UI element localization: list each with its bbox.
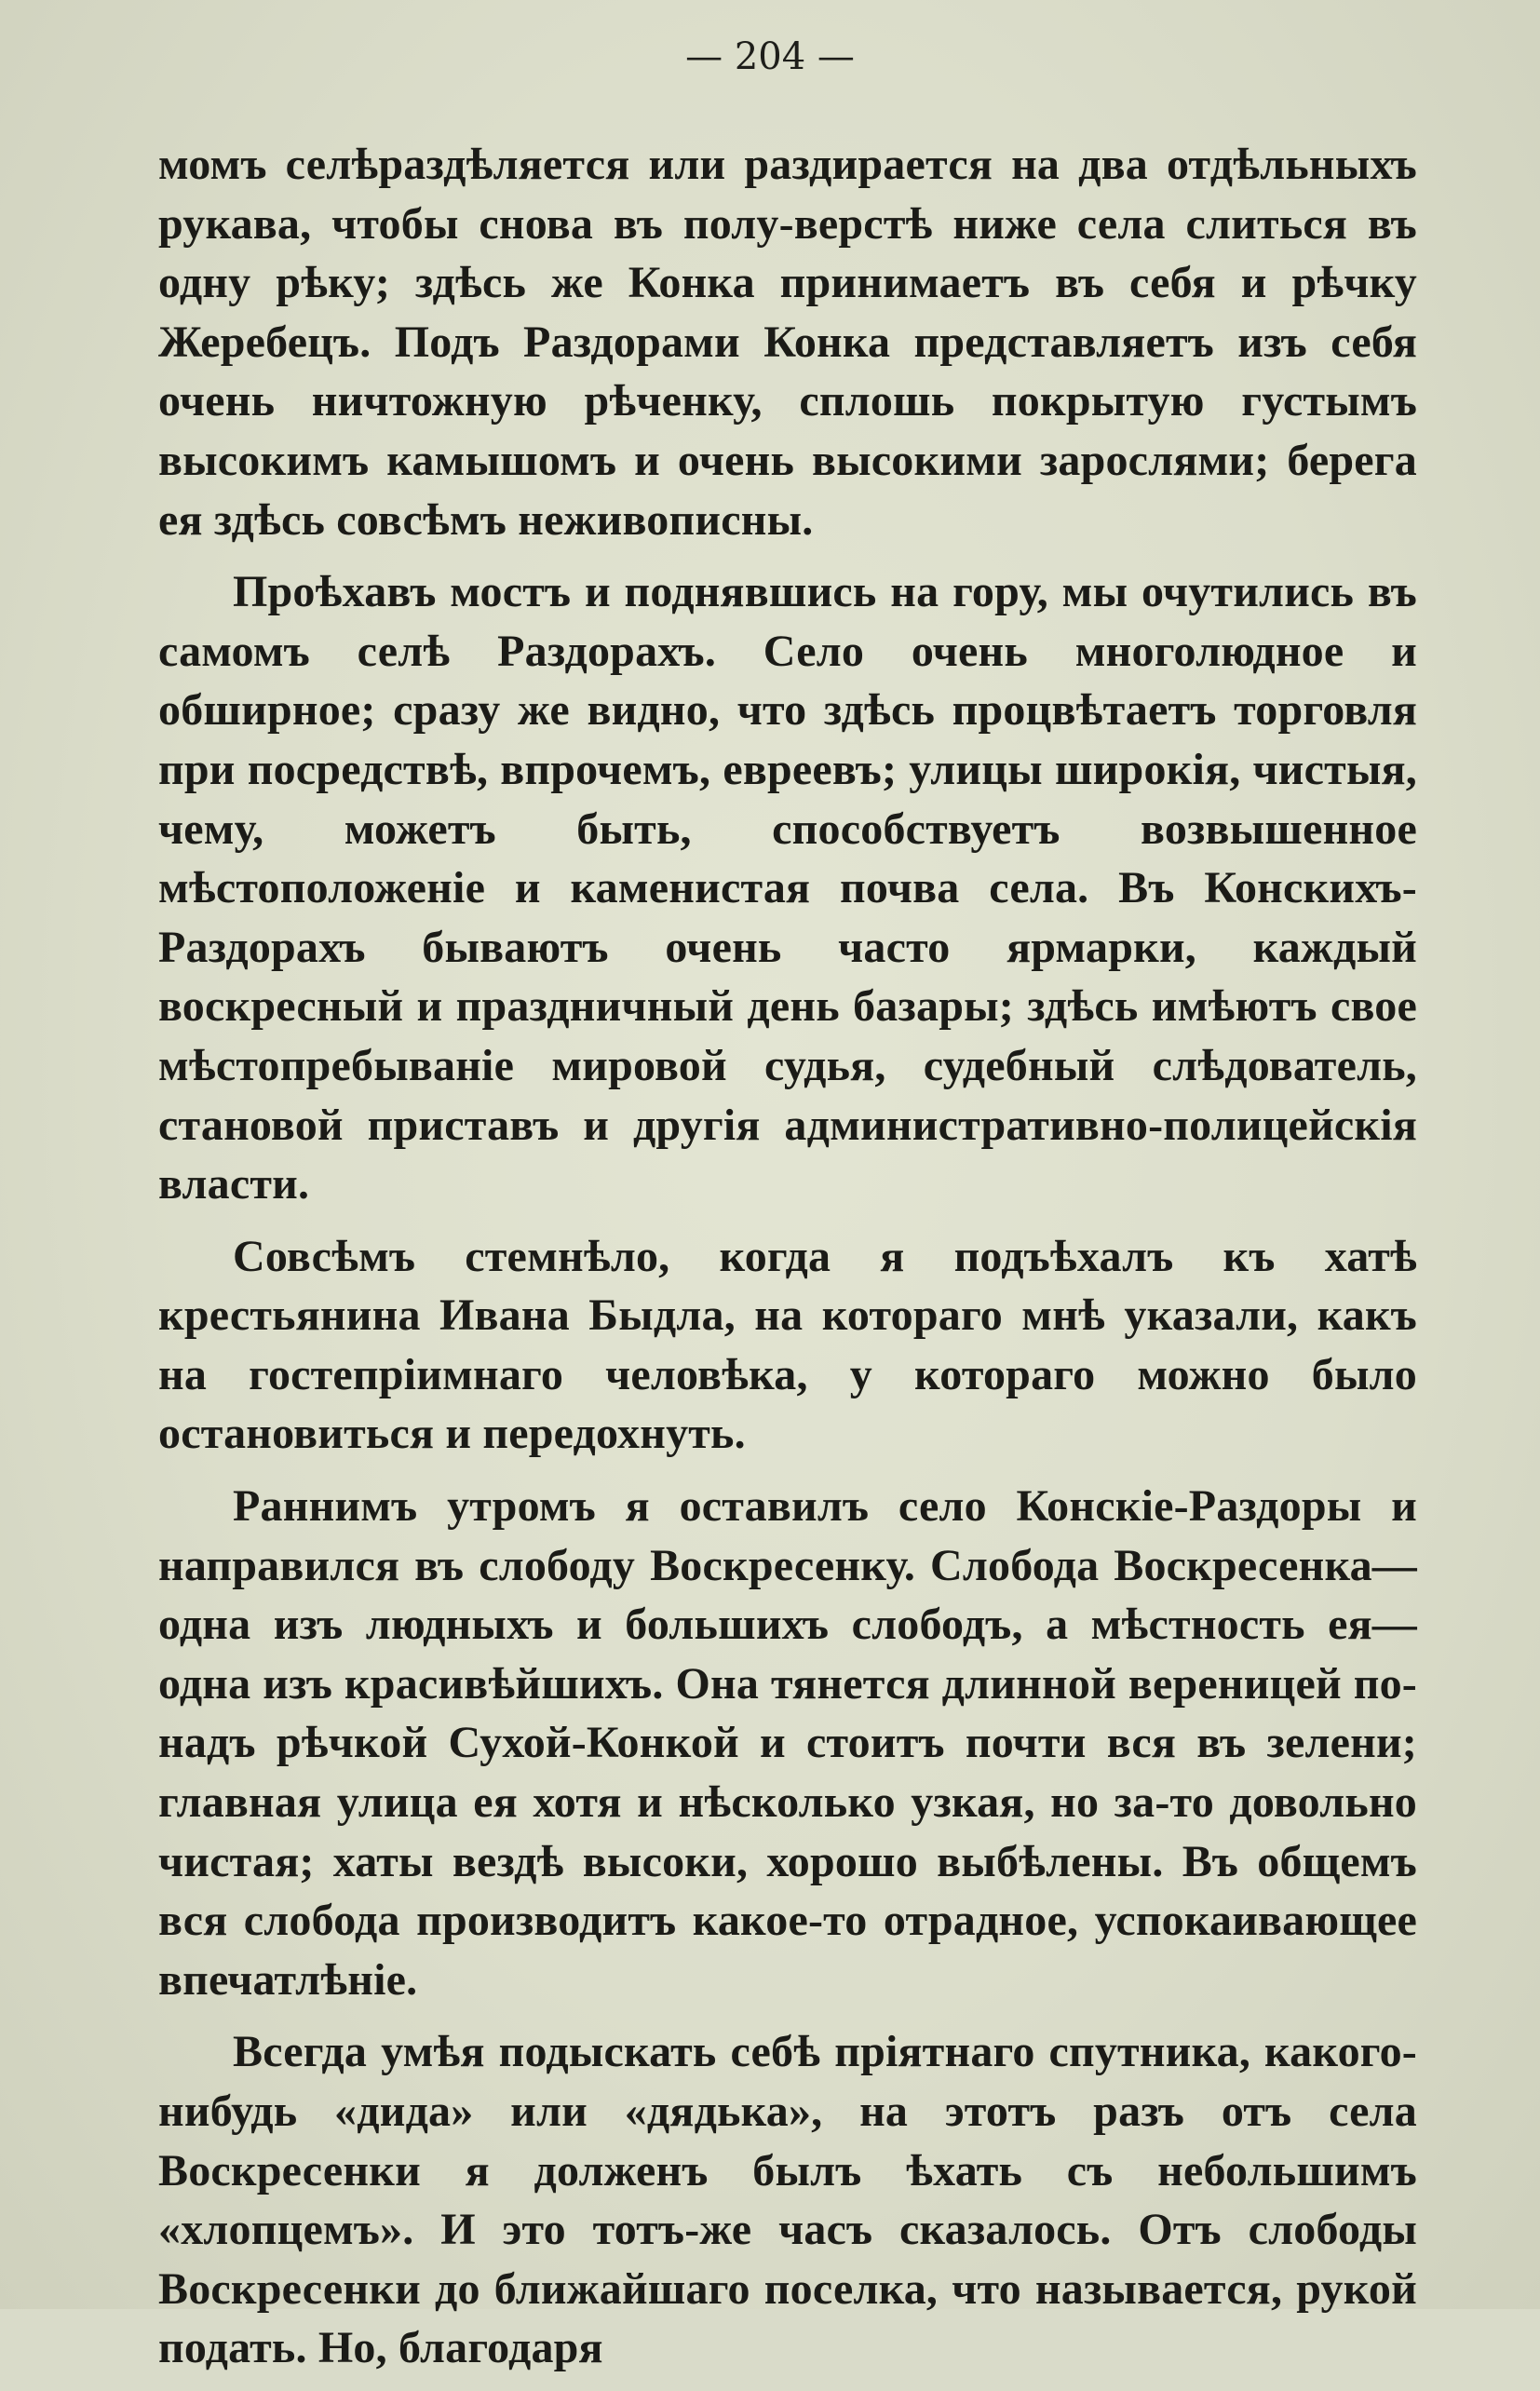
paragraph-4: Раннимъ утромъ я оставилъ село Конскіе-Раздоры и направился въ слободу Воскресенку. Слобода Воскресенка—одна изъ людныхъ и большихъ слободъ, а мѣстность ея—одна изъ красивѣйшихъ. Она тянется длинной вереницей по-надъ рѣчкой Сухой-Конкой и стоитъ почти вся въ зелени; главная улица ея хотя и нѣсколько узкая, но за-то довольно чистая; хаты вездѣ высоки, хорошо выбѣлены. Въ общемъ вся слобода производитъ какое-то отрадное, успокаивающее впечатлѣніе. [158,1481,1417,2005]
page-body [158,135,1417,2391]
paragraph-1: момъ селѣраздѣляется или раздирается на два отдѣльныхъ рукава, чтобы снова въ полу-верстѣ ниже села слиться въ одну рѣку; здѣсь же Конка принимаетъ въ себя и рѣчку Жеребецъ. Подъ Раздорами Конка представляетъ изъ себя очень ничтожную рѣченку, сплошь покрытую густымъ высокимъ камышомъ и очень высокими зарослями; берега ея здѣсь совсѣмъ неживописны. [158,140,1417,545]
paragraph-3: Совсѣмъ стемнѣло, когда я подъѣхалъ къ хатѣ крестьянина Ивана Быдла, на котораго мнѣ указали, какъ на гостепріимнаго человѣка, у котораго можно было остановиться и передохнуть. [158,1231,1417,1459]
paragraph-2: Проѣхавъ мостъ и поднявшись на гору, мы очутились въ самомъ селѣ Раздорахъ. Село очень многолюдное и обширное; сразу же видно, что здѣсь процвѣтаетъ торговля при посредствѣ, впрочемъ, евреевъ; улицы широкія, чистыя, чему, можетъ быть, способствуетъ возвышенное мѣстоположеніе и каменистая почва села. Въ Конскихъ-Раздорахъ бываютъ очень часто ярмарки, каждый воскресный и праздничный день базары; здѣсь имѣютъ свое мѣстопребываніе мировой судья, судебный слѣдователь, становой приставъ и другія административно-полицейскія власти. [158,567,1417,1209]
paragraph-5: Всегда умѣя подыскать себѣ пріятнаго спутника, какого-нибудь «дида» или «дядька», на этотъ разъ отъ села Воскресенки я долженъ былъ ѣхать съ небольшимъ «хлопцемъ». И это тотъ-же часъ сказалось. Отъ слободы Воскресенки до ближайшаго поселка, что называется, рукой подать. Но, благодаря [158,2027,1417,2373]
page-number: — 204 — [685,35,855,78]
